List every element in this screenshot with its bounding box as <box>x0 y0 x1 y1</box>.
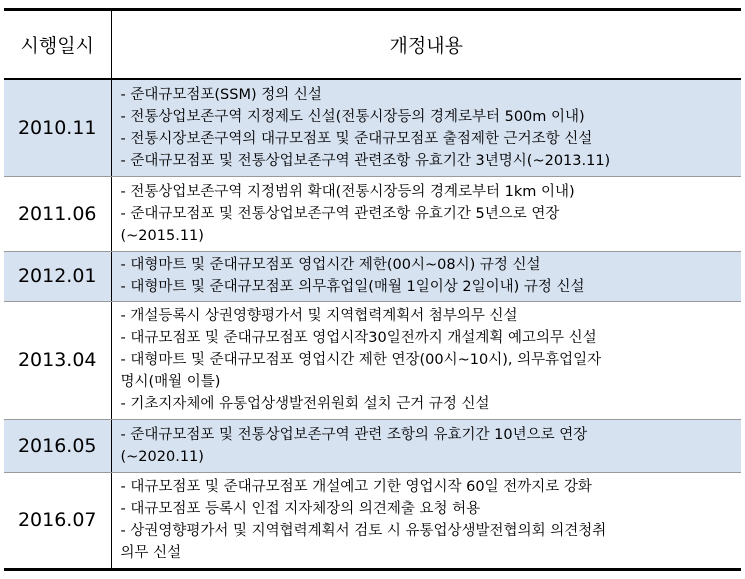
row-date: 2016.05 <box>4 419 111 472</box>
row-date: 2012.01 <box>4 251 111 301</box>
list-item: - 대규모점포 및 준대규모점포 개설예고 기한 영업시작 60일 전까지로 강화 <box>120 479 592 495</box>
list-item: - 전통상업보존구역 지정범위 확대(전통시장등의 경계로부터 1km 이내) <box>120 183 575 200</box>
row-date: 2013.04 <box>4 301 111 419</box>
list-item: - 준대규모점포 및 전통상업보존구역 관련조항 유효기간 3년명시(~2013.11) <box>120 152 611 169</box>
row-date: 2011.06 <box>4 176 111 251</box>
list-item: - 개설등록시 상권영향평가서 및 지역협력계획서 첨부의무 신설 <box>120 308 518 324</box>
list-item: - 준대규모점포(SSM) 정의 신설 <box>120 86 322 103</box>
list-item: - 대규모점포 및 준대규모점포 영업시작30일전까지 개설계획 예고의무 신설 <box>120 330 597 346</box>
list-item: (~2015.11) <box>120 227 204 244</box>
header-row <box>4 10 741 80</box>
list-item: - 준대규모점포 및 전통상업보존구역 관련조항 유효기간 5년으로 연장 <box>120 205 560 222</box>
header-content: 개정내용 <box>111 10 741 80</box>
row-content <box>111 176 741 251</box>
table-row <box>4 419 741 472</box>
list-item: - 준대규모점포 및 전통상업보존구역 관련 조항의 유효기간 10년으로 연장 <box>120 426 588 443</box>
row-date: 2010.11 <box>4 79 111 176</box>
row-content <box>111 79 741 176</box>
row-content <box>111 301 741 419</box>
table-row <box>4 472 741 569</box>
list-item: - 상권영향평가서 및 지역협력계획서 검토 시 유통업상생발전협의회 의견청취 <box>120 523 607 539</box>
list-item: - 대형마트 및 준대규모점포 영업시간 제한 연장(00시~10시), 의무휴업일자 <box>120 352 602 368</box>
list-item: (~2020.11) <box>120 448 204 465</box>
list-item: - 대규모점포 등록시 인접 지자체장의 의견제출 요청 허용 <box>120 501 481 517</box>
list-item: 명시(매월 이틀) <box>120 374 221 390</box>
list-item: - 대형마트 및 준대규모점포 의무휴업일(매월 1일이상 2일이내) 규정 신설 <box>120 279 585 295</box>
row-date: 2016.07 <box>4 472 111 569</box>
table-row <box>4 301 741 419</box>
header-date: 시행일시 <box>4 10 111 80</box>
list-item: - 대형마트 및 준대규모점포 영업시간 제한(00시~08시) 규정 신설 <box>120 257 541 273</box>
list-item: 의무 신설 <box>120 545 182 561</box>
list-item: - 전통시장보존구역의 대규모점포 및 준대규모점포 출점제한 근거조항 신설 <box>120 130 593 147</box>
table-row <box>4 176 741 251</box>
row-content <box>111 472 741 569</box>
table-row <box>4 79 741 176</box>
list-item: - 기초지자체에 유통업상생발전위원회 설치 근거 규정 신설 <box>120 396 490 412</box>
row-content <box>111 251 741 301</box>
list-item: - 전통상업보존구역 지정제도 신설(전통시장등의 경계로부터 500m 이내) <box>120 108 585 125</box>
table-row <box>4 251 741 301</box>
row-content <box>111 419 741 472</box>
amendment-history-table <box>4 8 741 571</box>
